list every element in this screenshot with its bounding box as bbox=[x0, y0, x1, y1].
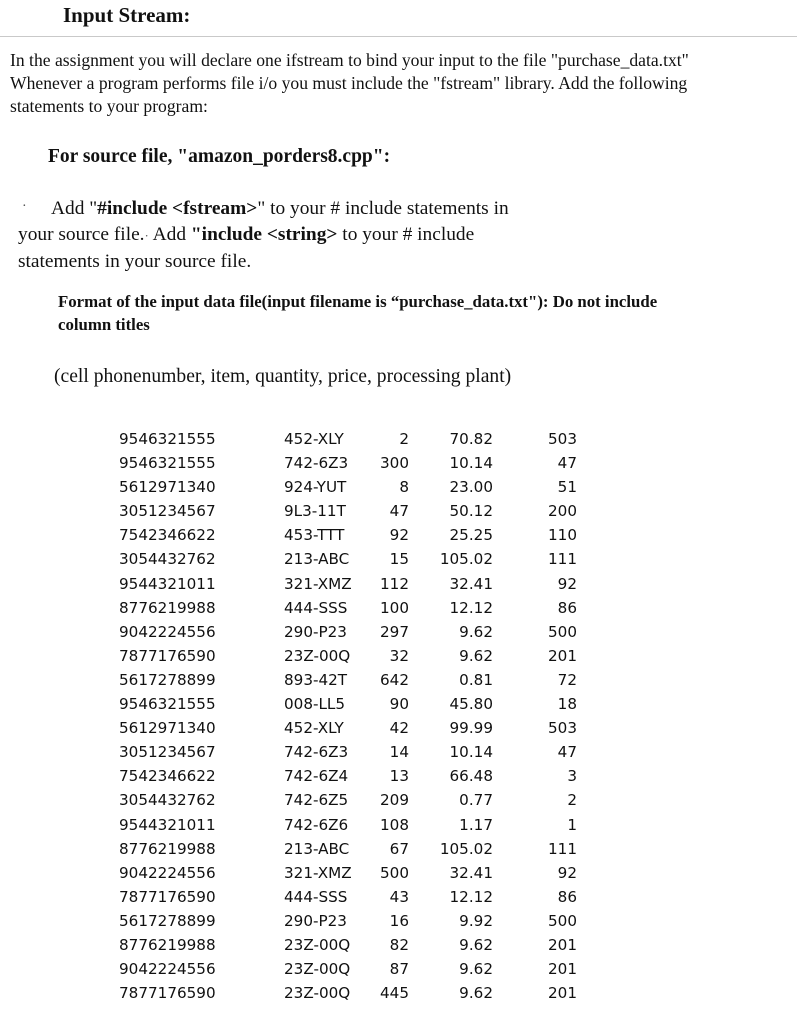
purchase-data-table bbox=[119, 427, 577, 1005]
phone-cell: 7542346622 bbox=[119, 767, 216, 786]
quantity-cell: 2 bbox=[399, 430, 409, 448]
quantity-cell: 500 bbox=[380, 863, 409, 882]
source-file-heading: For source file, "amazon_porders8.cpp": bbox=[48, 146, 391, 167]
quantity-cell: 43 bbox=[389, 887, 409, 906]
phone-cell: 9546321555 bbox=[119, 454, 216, 473]
phone-cell: 3054432762 bbox=[119, 791, 216, 810]
plant-cell: 201 bbox=[548, 646, 577, 665]
price-cell: 32.41 bbox=[449, 574, 493, 593]
quantity-cell: 300 bbox=[380, 454, 409, 473]
price-cell: 9.62 bbox=[459, 646, 493, 665]
table-row bbox=[119, 692, 577, 716]
phone-cell: 3051234567 bbox=[119, 743, 216, 762]
string-include-code: "include <string> bbox=[190, 224, 338, 245]
quantity-cell: 16 bbox=[389, 911, 409, 930]
table-row bbox=[119, 451, 577, 475]
phone-cell: 7877176590 bbox=[119, 887, 216, 906]
item-cell: 321-XMZ bbox=[284, 574, 352, 593]
item-cell: 453-TTT bbox=[284, 526, 345, 545]
phone-cell: 7877176590 bbox=[119, 646, 216, 665]
quantity-cell: 209 bbox=[380, 791, 409, 810]
include-line-1 bbox=[18, 196, 578, 222]
price-cell: 9.92 bbox=[459, 911, 493, 930]
plant-cell: 86 bbox=[557, 598, 577, 617]
plant-cell: 111 bbox=[548, 550, 577, 569]
plant-cell: 503 bbox=[548, 430, 577, 448]
price-cell: 9.62 bbox=[459, 935, 493, 954]
text-run: Add bbox=[148, 224, 191, 245]
plant-cell: 111 bbox=[548, 839, 577, 858]
table-row bbox=[119, 788, 577, 812]
format-note-line: column titles bbox=[58, 315, 150, 334]
item-cell: 924-YUT bbox=[284, 478, 347, 497]
plant-cell: 92 bbox=[557, 574, 577, 593]
plant-cell: 201 bbox=[548, 984, 577, 1003]
quantity-cell: 90 bbox=[389, 695, 409, 714]
item-cell: 444-SSS bbox=[284, 598, 348, 617]
include-line-3: statements in your source file. bbox=[18, 251, 252, 272]
item-cell: 893-42T bbox=[284, 670, 348, 689]
intro-line: statements to your program: bbox=[10, 96, 208, 116]
text-run: to your # include bbox=[337, 224, 475, 245]
item-cell: 23Z-00Q bbox=[284, 935, 351, 954]
quantity-cell: 47 bbox=[389, 502, 409, 521]
plant-cell: 47 bbox=[557, 743, 577, 762]
table-row bbox=[119, 499, 577, 523]
phone-cell: 8776219988 bbox=[119, 839, 216, 858]
price-cell: 32.41 bbox=[449, 863, 493, 882]
table-row bbox=[119, 427, 577, 451]
price-cell: 10.14 bbox=[449, 743, 493, 762]
quantity-cell: 42 bbox=[389, 719, 409, 738]
table-body bbox=[119, 427, 577, 1005]
table-row bbox=[119, 716, 577, 740]
phone-cell: 5612971340 bbox=[119, 478, 216, 497]
include-line-2 bbox=[18, 222, 578, 249]
include-instructions bbox=[18, 196, 578, 275]
plant-cell: 503 bbox=[548, 719, 577, 738]
item-cell: 742-6Z5 bbox=[284, 791, 349, 810]
text-run: your source file. bbox=[18, 224, 145, 245]
item-cell: 23Z-00Q bbox=[284, 960, 351, 979]
divider bbox=[0, 36, 797, 37]
plant-cell: 201 bbox=[548, 960, 577, 979]
plant-cell: 500 bbox=[548, 911, 577, 930]
quantity-cell: 112 bbox=[380, 574, 409, 593]
price-cell: 25.25 bbox=[449, 526, 493, 545]
plant-cell: 72 bbox=[557, 670, 577, 689]
price-cell: 105.02 bbox=[439, 839, 493, 858]
table-row bbox=[119, 885, 577, 909]
phone-cell: 5612971340 bbox=[119, 719, 216, 738]
phone-cell: 9544321011 bbox=[119, 574, 216, 593]
phone-cell: 9544321011 bbox=[119, 815, 216, 834]
intro-paragraph bbox=[10, 49, 792, 118]
item-cell: 742-6Z3 bbox=[284, 743, 349, 762]
item-cell: 742-6Z3 bbox=[284, 454, 349, 473]
item-cell: 213-ABC bbox=[284, 839, 350, 858]
phone-cell: 8776219988 bbox=[119, 935, 216, 954]
price-cell: 70.82 bbox=[449, 430, 493, 448]
item-cell: 290-P23 bbox=[284, 622, 347, 641]
price-cell: 0.77 bbox=[459, 791, 493, 810]
phone-cell: 7877176590 bbox=[119, 984, 216, 1003]
item-cell: 213-ABC bbox=[284, 550, 350, 569]
price-cell: 50.12 bbox=[449, 502, 493, 521]
format-note bbox=[58, 290, 788, 336]
phone-cell: 8776219988 bbox=[119, 598, 216, 617]
quantity-cell: 67 bbox=[389, 839, 409, 858]
table-row bbox=[119, 861, 577, 885]
bullet-mark: · bbox=[22, 199, 27, 214]
table-row bbox=[119, 644, 577, 668]
price-cell: 99.99 bbox=[449, 719, 493, 738]
plant-cell: 110 bbox=[548, 526, 577, 545]
plant-cell: 1 bbox=[567, 815, 577, 834]
price-cell: 10.14 bbox=[449, 454, 493, 473]
item-cell: 452-XLY bbox=[284, 719, 344, 738]
table-row bbox=[119, 475, 577, 499]
plant-cell: 51 bbox=[557, 478, 577, 497]
format-note-line: Format of the input data file(input filename is “purchase_data.txt"): Do not include bbox=[58, 292, 658, 311]
item-cell: 321-XMZ bbox=[284, 863, 352, 882]
text-run: " to your # include statements in bbox=[257, 198, 509, 219]
table-row bbox=[119, 764, 577, 788]
fstream-include-code: #include <fstream> bbox=[97, 198, 258, 219]
plant-cell: 3 bbox=[567, 767, 577, 786]
phone-cell: 5617278899 bbox=[119, 911, 216, 930]
price-cell: 0.81 bbox=[459, 670, 493, 689]
price-cell: 1.17 bbox=[459, 815, 493, 834]
phone-cell: 7542346622 bbox=[119, 526, 216, 545]
plant-cell: 47 bbox=[557, 454, 577, 473]
table-row bbox=[119, 740, 577, 764]
quantity-cell: 32 bbox=[389, 646, 409, 665]
price-cell: 12.12 bbox=[449, 598, 493, 617]
table-row bbox=[119, 813, 577, 837]
stray-mark: · bbox=[144, 228, 149, 243]
phone-cell: 9042224556 bbox=[119, 622, 216, 641]
price-cell: 45.80 bbox=[449, 695, 493, 714]
quantity-cell: 13 bbox=[389, 767, 409, 786]
quantity-cell: 445 bbox=[380, 984, 409, 1003]
text-run: Add " bbox=[51, 198, 98, 219]
phone-cell: 9042224556 bbox=[119, 863, 216, 882]
table-row bbox=[119, 668, 577, 692]
item-cell: 9L3-11T bbox=[284, 502, 346, 521]
quantity-cell: 92 bbox=[389, 526, 409, 545]
table-row bbox=[119, 957, 577, 981]
plant-cell: 18 bbox=[557, 695, 577, 714]
item-cell: 452-XLY bbox=[284, 430, 344, 448]
item-cell: 23Z-00Q bbox=[284, 984, 351, 1003]
price-cell: 9.62 bbox=[459, 622, 493, 641]
price-cell: 9.62 bbox=[459, 960, 493, 979]
table-row bbox=[119, 596, 577, 620]
price-cell: 105.02 bbox=[439, 550, 493, 569]
table-row bbox=[119, 837, 577, 861]
plant-cell: 86 bbox=[557, 887, 577, 906]
intro-line: Whenever a program performs file i/o you must include the "fstream" library. Add the following bbox=[10, 73, 688, 93]
table-row bbox=[119, 933, 577, 957]
item-cell: 008-LL5 bbox=[284, 695, 346, 714]
price-cell: 12.12 bbox=[449, 887, 493, 906]
plant-cell: 2 bbox=[567, 791, 577, 810]
item-cell: 23Z-00Q bbox=[284, 646, 351, 665]
price-cell: 66.48 bbox=[449, 767, 493, 786]
quantity-cell: 108 bbox=[380, 815, 409, 834]
item-cell: 444-SSS bbox=[284, 887, 348, 906]
phone-cell: 9042224556 bbox=[119, 960, 216, 979]
plant-cell: 500 bbox=[548, 622, 577, 641]
plant-cell: 201 bbox=[548, 935, 577, 954]
table-row bbox=[119, 572, 577, 596]
item-cell: 742-6Z4 bbox=[284, 767, 349, 786]
quantity-cell: 14 bbox=[389, 743, 409, 762]
quantity-cell: 297 bbox=[380, 622, 409, 641]
table-row bbox=[119, 523, 577, 547]
phone-cell: 9546321555 bbox=[119, 430, 216, 448]
table-row bbox=[119, 981, 577, 1005]
page-title: Input Stream: bbox=[63, 3, 191, 27]
price-cell: 23.00 bbox=[449, 478, 493, 497]
table-row bbox=[119, 909, 577, 933]
table-row bbox=[119, 547, 577, 571]
quantity-cell: 8 bbox=[399, 478, 409, 497]
phone-cell: 3051234567 bbox=[119, 502, 216, 521]
quantity-cell: 100 bbox=[380, 598, 409, 617]
item-cell: 290-P23 bbox=[284, 911, 347, 930]
quantity-cell: 82 bbox=[389, 935, 409, 954]
columns-description: (cell phonenumber, item, quantity, price, processing plant) bbox=[54, 366, 512, 387]
phone-cell: 5617278899 bbox=[119, 670, 216, 689]
quantity-cell: 642 bbox=[380, 670, 409, 689]
item-cell: 742-6Z6 bbox=[284, 815, 349, 834]
intro-line: In the assignment you will declare one ifstream to bind your input to the file "purchase_data.txt" bbox=[10, 50, 689, 70]
plant-cell: 92 bbox=[557, 863, 577, 882]
phone-cell: 9546321555 bbox=[119, 695, 216, 714]
table-row bbox=[119, 620, 577, 644]
price-cell: 9.62 bbox=[459, 984, 493, 1003]
quantity-cell: 87 bbox=[389, 960, 409, 979]
quantity-cell: 15 bbox=[389, 550, 409, 569]
phone-cell: 3054432762 bbox=[119, 550, 216, 569]
plant-cell: 200 bbox=[548, 502, 577, 521]
